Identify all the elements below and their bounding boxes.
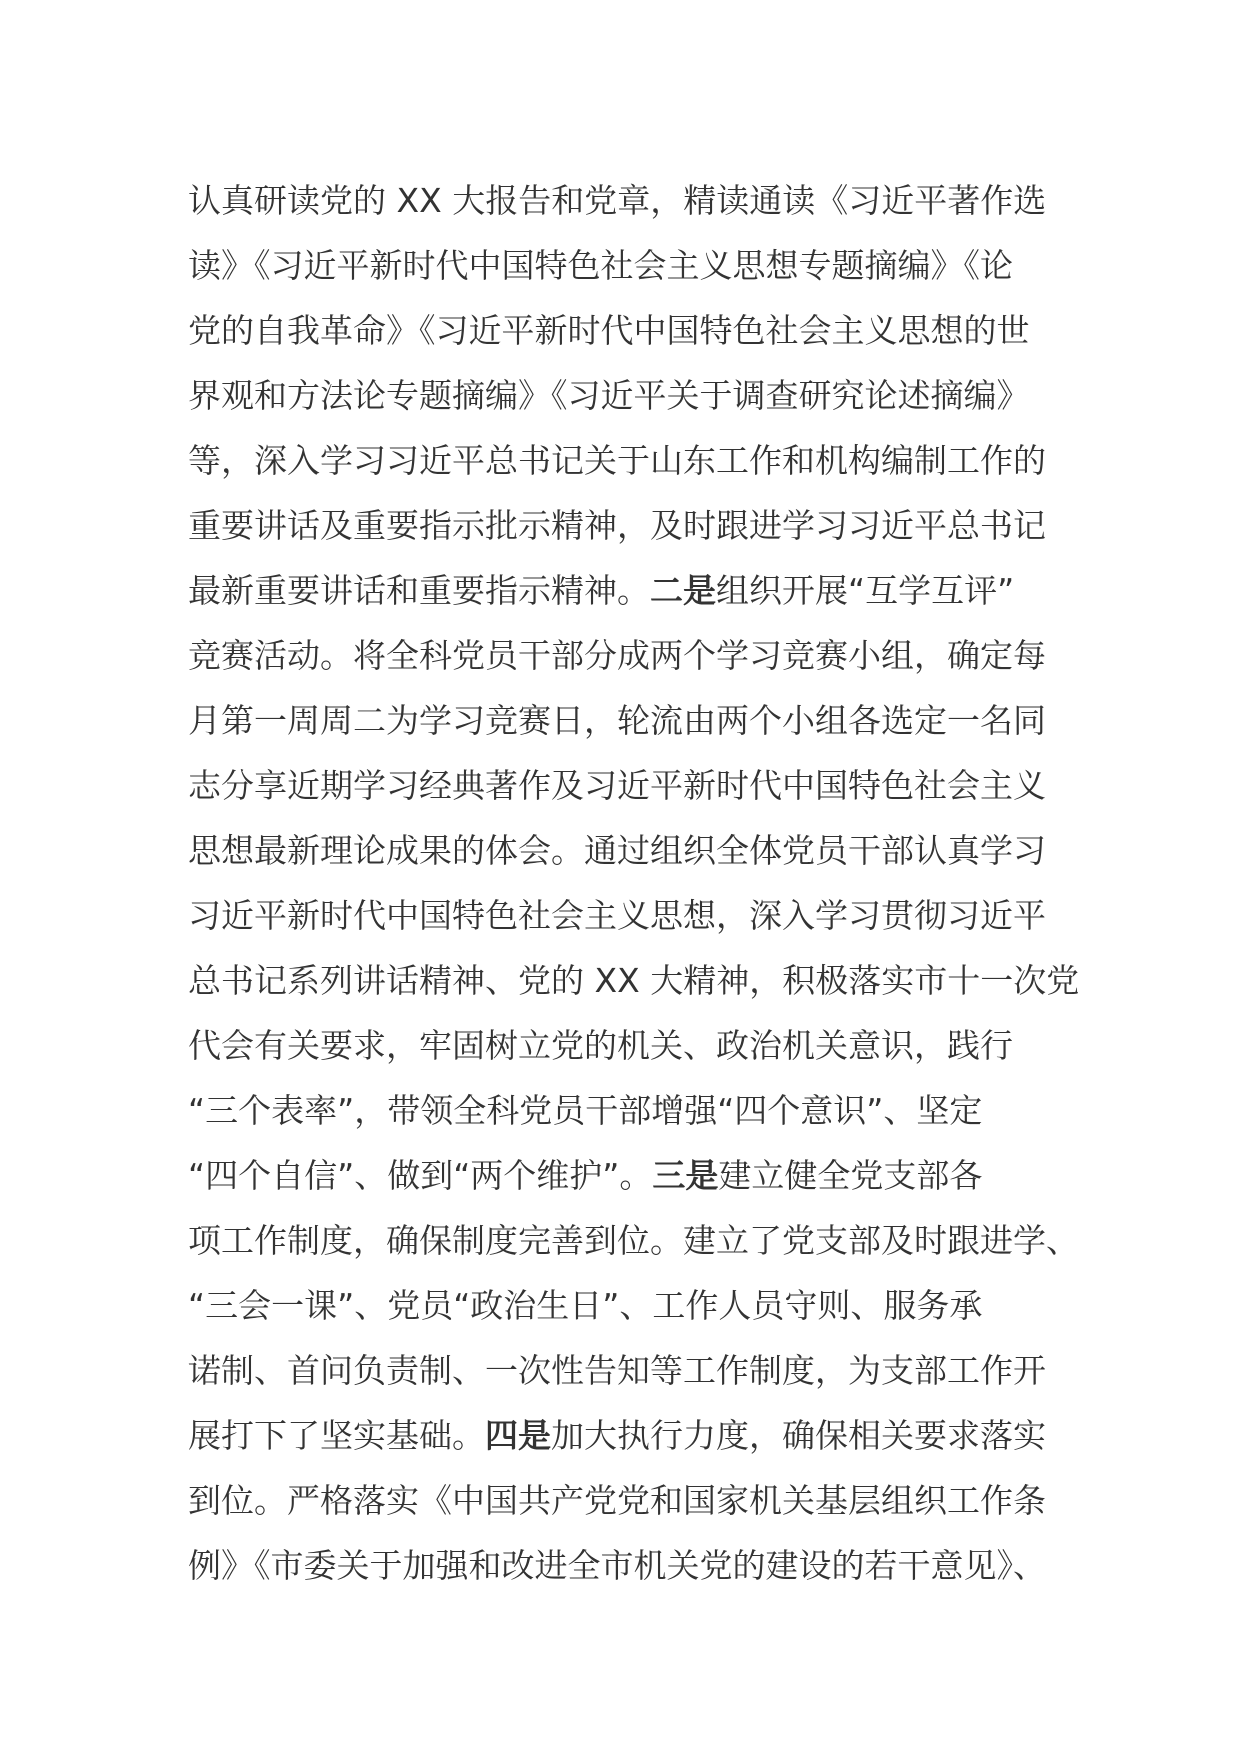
text-segment: 诺制、首问负责制、一次性告知等工作制度，为支部工作开 xyxy=(188,1351,1046,1390)
text-line xyxy=(188,753,1088,818)
text-segment: 组织开展“互学互评” xyxy=(716,571,1015,610)
text-line xyxy=(188,1143,1088,1208)
text-line xyxy=(188,623,1088,688)
text-line xyxy=(188,1533,1088,1598)
text-segment: 展打下了坚实基础。 xyxy=(188,1416,485,1455)
text-segment: 月第一周周二为学习竞赛日，轮流由两个小组各选定一名同 xyxy=(188,701,1046,740)
text-line xyxy=(188,688,1088,753)
text-segment: 志分享近期学习经典著作及习近平新时代中国特色社会主义 xyxy=(188,766,1046,805)
ordinal-marker: 四是 xyxy=(485,1416,551,1455)
text-segment: 代会有关要求，牢固树立党的机关、政治机关意识，践行 xyxy=(188,1026,1013,1065)
text-line xyxy=(188,948,1088,1013)
text-segment: 项工作制度，确保制度完善到位。建立了党支部及时跟进学、 xyxy=(188,1221,1079,1260)
text-segment: 最新重要讲话和重要指示精神。 xyxy=(188,571,650,610)
text-line xyxy=(188,1403,1088,1468)
text-segment: 竞赛活动。将全科党员干部分成两个学习竞赛小组，确定每 xyxy=(188,636,1046,675)
text-segment: 等，深入学习习近平总书记关于山东工作和机构编制工作的 xyxy=(188,441,1046,480)
text-line xyxy=(188,1273,1088,1338)
text-segment: 例》《市委关于加强和改进全市机关党的建设的若干意见》、 xyxy=(188,1546,1046,1585)
text-segment: 建立健全党支部各 xyxy=(718,1156,983,1195)
text-segment: “三会一课”、党员“政治生日”、工作人员守则、服务承 xyxy=(188,1286,983,1325)
body-text xyxy=(188,168,1088,1598)
text-segment: “三个表率”，带领全科党员干部增强“四个意识”、坚定 xyxy=(188,1091,983,1130)
text-line xyxy=(188,1208,1088,1273)
text-segment: 重要讲话及重要指示批示精神，及时跟进学习习近平总书记 xyxy=(188,506,1046,545)
text-segment: 加大执行力度，确保相关要求落实 xyxy=(551,1416,1046,1455)
text-line xyxy=(188,818,1088,883)
text-segment: 总书记系列讲话精神、党的 XX 大精神，积极落实市十一次党 xyxy=(188,961,1080,1000)
text-line xyxy=(188,1468,1088,1533)
text-line xyxy=(188,298,1088,363)
text-line xyxy=(188,363,1088,428)
text-line xyxy=(188,1338,1088,1403)
text-line xyxy=(188,428,1088,493)
text-segment: 界观和方法论专题摘编》《习近平关于调查研究论述摘编》 xyxy=(188,376,1030,415)
text-segment: 习近平新时代中国特色社会主义思想，深入学习贯彻习近平 xyxy=(188,896,1046,935)
text-segment: 认真研读党的 XX 大报告和党章，精读通读《习近平著作选 xyxy=(188,181,1047,220)
text-line xyxy=(188,1078,1088,1143)
text-line xyxy=(188,233,1088,298)
text-line xyxy=(188,168,1088,233)
text-segment: 党的自我革命》《习近平新时代中国特色社会主义思想的世 xyxy=(188,311,1030,350)
text-segment: 读》《习近平新时代中国特色社会主义思想专题摘编》《论 xyxy=(188,246,1013,285)
text-line xyxy=(188,493,1088,558)
text-segment: 思想最新理论成果的体会。通过组织全体党员干部认真学习 xyxy=(188,831,1046,870)
text-line xyxy=(188,558,1088,623)
ordinal-marker: 二是 xyxy=(650,571,716,610)
text-line xyxy=(188,883,1088,948)
text-segment: “四个自信”、做到“两个维护”。 xyxy=(188,1156,653,1195)
ordinal-marker: 三是 xyxy=(652,1156,719,1195)
text-segment: 到位。严格落实《中国共产党党和国家机关基层组织工作条 xyxy=(188,1481,1046,1520)
text-line xyxy=(188,1013,1088,1078)
